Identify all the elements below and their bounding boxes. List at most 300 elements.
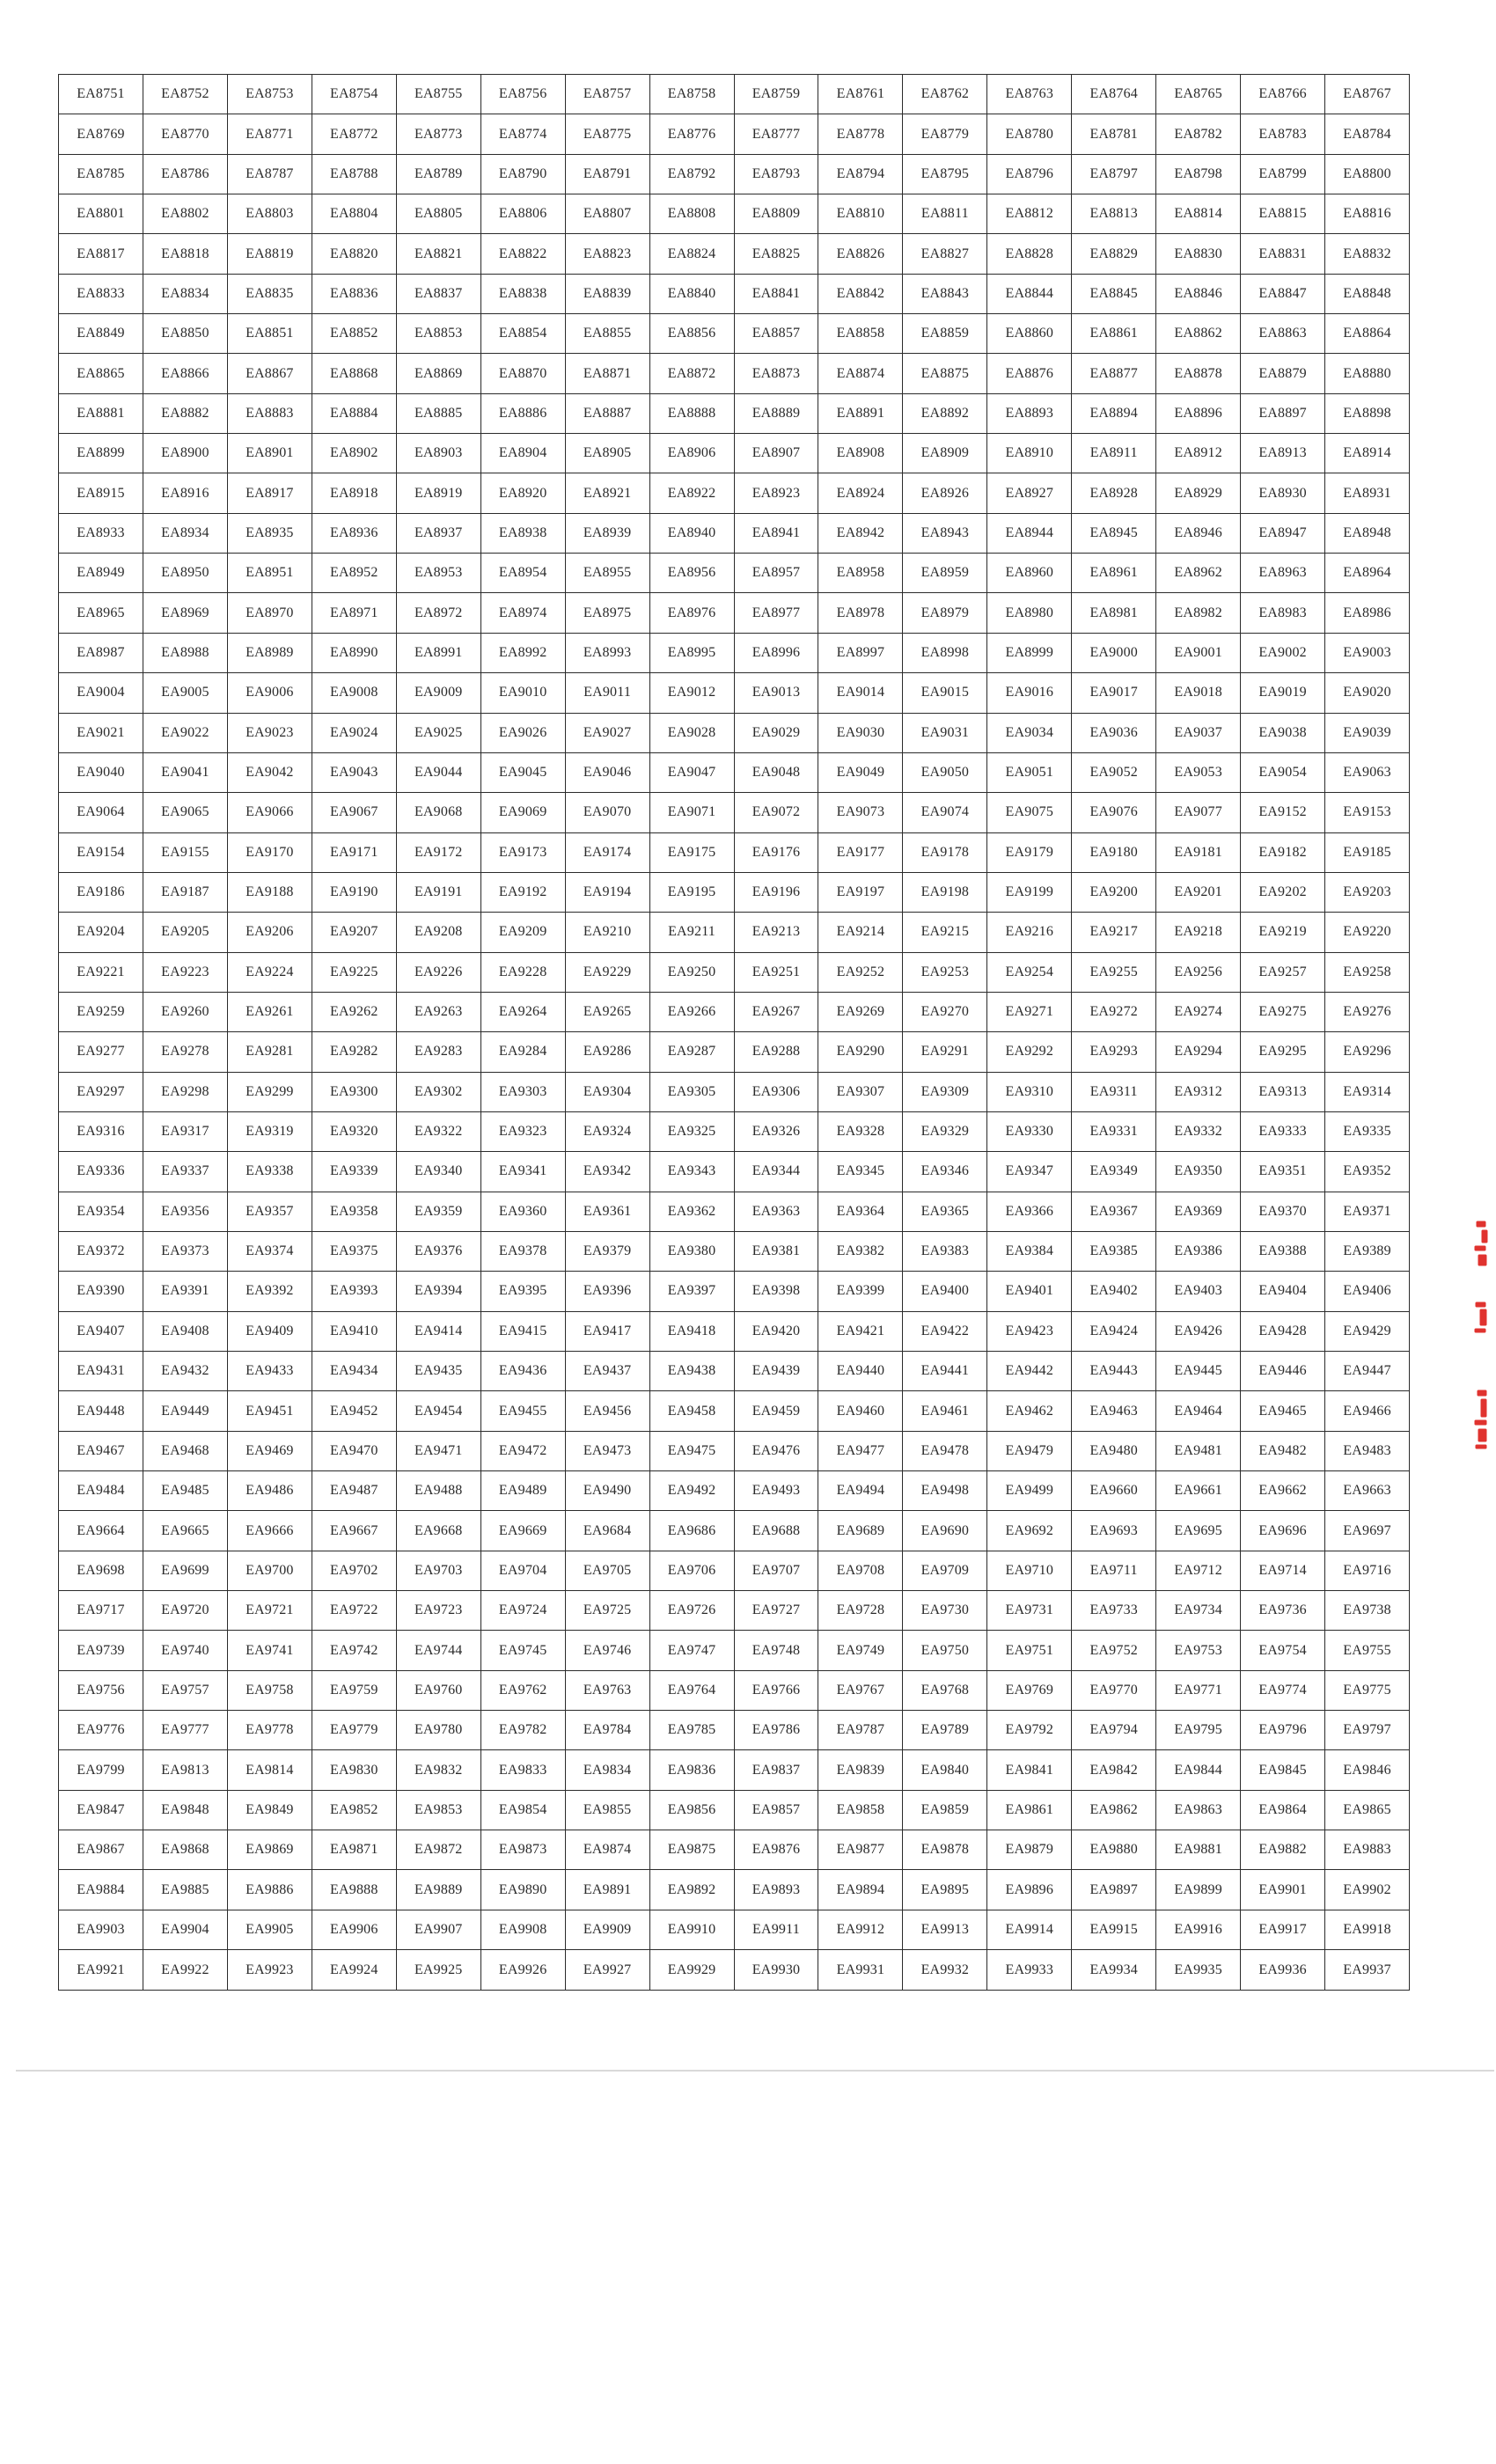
code-cell: EA9717 [59,1591,143,1631]
code-cell: EA8850 [143,314,227,354]
table-row [59,1511,1410,1551]
code-cell: EA8913 [1241,434,1325,473]
code-cell: EA8947 [1241,513,1325,553]
code-cell: EA8963 [1241,554,1325,593]
code-cell: EA8954 [480,554,565,593]
code-cell: EA8905 [565,434,649,473]
code-cell: EA9936 [1241,1950,1325,1991]
table-row [59,234,1410,274]
code-cell: EA9479 [987,1431,1072,1470]
table-row [59,1790,1410,1830]
code-cell: EA8908 [818,434,903,473]
code-cell: EA9250 [649,952,734,992]
code-cell: EA8866 [143,354,227,393]
code-cell: EA9438 [649,1352,734,1391]
code-cell: EA9322 [396,1111,480,1151]
code-cell: EA8765 [1156,75,1241,114]
code-cell: EA8809 [734,194,818,234]
code-cell: EA8930 [1241,473,1325,513]
code-cell: EA9153 [1325,793,1410,832]
table-row [59,673,1410,713]
code-cell: EA9876 [734,1830,818,1870]
code-cell: EA9198 [903,872,987,912]
code-cell: EA8971 [312,593,396,633]
code-cell: EA9305 [649,1072,734,1111]
code-cell: EA9725 [565,1591,649,1631]
code-cell: EA9006 [227,673,312,713]
code-cell: EA9306 [734,1072,818,1111]
code-cell: EA8938 [480,513,565,553]
code-cell: EA9734 [1156,1591,1241,1631]
code-cell: EA8931 [1325,473,1410,513]
code-cell: EA9071 [649,793,734,832]
code-cell: EA8981 [1072,593,1156,633]
code-cell: EA9700 [227,1551,312,1590]
code-cell: EA8945 [1072,513,1156,553]
code-cell: EA9667 [312,1511,396,1551]
code-cell: EA9311 [1072,1072,1156,1111]
code-cell: EA8818 [143,234,227,274]
code-cell: EA8989 [227,633,312,672]
code-cell: EA9897 [1072,1870,1156,1910]
code-cell: EA9856 [649,1790,734,1830]
code-cell: EA8879 [1241,354,1325,393]
code-cell: EA9884 [59,1870,143,1910]
code-cell: EA9751 [987,1631,1072,1670]
code-cell: EA9894 [818,1870,903,1910]
code-cell: EA9756 [59,1670,143,1710]
code-cell: EA8916 [143,473,227,513]
code-cell: EA9005 [143,673,227,713]
code-cell: EA9404 [1241,1272,1325,1311]
code-cell: EA9660 [1072,1471,1156,1511]
code-cell: EA9009 [396,673,480,713]
code-cell: EA8986 [1325,593,1410,633]
code-cell: EA8886 [480,393,565,433]
code-cell: EA9358 [312,1192,396,1231]
code-cell: EA9417 [565,1311,649,1351]
code-cell: EA9337 [143,1152,227,1192]
code-cell: EA9776 [59,1711,143,1750]
code-cell: EA9260 [143,992,227,1031]
code-cell: EA8902 [312,434,396,473]
code-cell: EA9275 [1241,992,1325,1031]
code-cell: EA9314 [1325,1072,1410,1111]
code-cell: EA9749 [818,1631,903,1670]
code-cell: EA9154 [59,832,143,872]
code-cell: EA9066 [227,793,312,832]
code-cell: EA9328 [818,1111,903,1151]
code-cell: EA9015 [903,673,987,713]
code-cell: EA9923 [227,1950,312,1991]
code-cell: EA8793 [734,154,818,194]
code-cell: EA9777 [143,1711,227,1750]
code-cell: EA9313 [1241,1072,1325,1111]
code-table [58,74,1410,1991]
code-cell: EA9443 [1072,1352,1156,1391]
code-cell: EA9008 [312,673,396,713]
code-cell: EA8836 [312,274,396,313]
code-cell: EA9754 [1241,1631,1325,1670]
code-cell: EA8757 [565,75,649,114]
code-cell: EA8754 [312,75,396,114]
code-cell: EA9744 [396,1631,480,1670]
code-cell: EA8753 [227,75,312,114]
code-cell: EA9270 [903,992,987,1031]
code-cell: EA8958 [818,554,903,593]
code-cell: EA8825 [734,234,818,274]
code-cell: EA9730 [903,1591,987,1631]
code-cell: EA9215 [903,913,987,952]
code-cell: EA9864 [1241,1790,1325,1830]
table-row [59,832,1410,872]
code-cell: EA9003 [1325,633,1410,672]
code-cell: EA8826 [818,234,903,274]
code-cell: EA8752 [143,75,227,114]
code-cell: EA9492 [649,1471,734,1511]
code-cell: EA8799 [1241,154,1325,194]
code-cell: EA9693 [1072,1511,1156,1551]
code-cell: EA9459 [734,1391,818,1431]
code-cell: EA9344 [734,1152,818,1192]
code-cell: EA9464 [1156,1391,1241,1431]
code-cell: EA9263 [396,992,480,1031]
code-cell: EA9053 [1156,752,1241,792]
code-cell: EA9872 [396,1830,480,1870]
table-row [59,1471,1410,1511]
code-cell: EA9927 [565,1950,649,1991]
code-cell: EA9284 [480,1032,565,1072]
code-cell: EA9049 [818,752,903,792]
code-cell: EA9880 [1072,1830,1156,1870]
code-cell: EA8887 [565,393,649,433]
code-cell: EA8776 [649,114,734,154]
code-cell: EA9705 [565,1551,649,1590]
code-cell: EA9269 [818,992,903,1031]
code-cell: EA9759 [312,1670,396,1710]
code-cell: EA9863 [1156,1790,1241,1830]
code-cell: EA9018 [1156,673,1241,713]
code-cell: EA9346 [903,1152,987,1192]
code-cell: EA9485 [143,1471,227,1511]
code-cell: EA9197 [818,872,903,912]
code-cell: EA9458 [649,1391,734,1431]
code-cell: EA9024 [312,713,396,752]
code-cell: EA8999 [987,633,1072,672]
code-cell: EA9016 [987,673,1072,713]
code-cell: EA9331 [1072,1111,1156,1151]
code-cell: EA9867 [59,1830,143,1870]
code-cell: EA9372 [59,1231,143,1271]
code-cell: EA9277 [59,1032,143,1072]
code-cell: EA8871 [565,354,649,393]
table-row [59,393,1410,433]
code-cell: EA9911 [734,1910,818,1949]
code-cell: EA9267 [734,992,818,1031]
code-cell: EA8946 [1156,513,1241,553]
code-cell: EA8830 [1156,234,1241,274]
code-cell: EA9398 [734,1272,818,1311]
code-cell: EA9484 [59,1471,143,1511]
code-cell: EA9028 [649,713,734,752]
code-cell: EA9207 [312,913,396,952]
code-cell: EA9065 [143,793,227,832]
code-cell: EA9220 [1325,913,1410,952]
code-cell: EA9755 [1325,1631,1410,1670]
code-cell: EA8861 [1072,314,1156,354]
code-cell: EA9471 [396,1431,480,1470]
code-cell: EA9868 [143,1830,227,1870]
code-cell: EA9195 [649,872,734,912]
code-cell: EA9723 [396,1591,480,1631]
code-cell: EA9778 [227,1711,312,1750]
code-cell: EA9259 [59,992,143,1031]
table-row [59,1711,1410,1750]
code-cell: EA9889 [396,1870,480,1910]
table-row [59,314,1410,354]
code-cell: EA9351 [1241,1152,1325,1192]
code-cell: EA9877 [818,1830,903,1870]
table-row [59,1192,1410,1231]
code-cell: EA9854 [480,1790,565,1830]
code-cell: EA9004 [59,673,143,713]
code-cell: EA9498 [903,1471,987,1511]
table-row [59,1231,1410,1271]
code-cell: EA9891 [565,1870,649,1910]
code-cell: EA9689 [818,1511,903,1551]
code-cell: EA8888 [649,393,734,433]
code-cell: EA9916 [1156,1910,1241,1949]
code-cell: EA8897 [1241,393,1325,433]
code-cell: EA8919 [396,473,480,513]
code-cell: EA9892 [649,1870,734,1910]
table-row [59,1750,1410,1790]
code-cell: EA9403 [1156,1272,1241,1311]
code-cell: EA9384 [987,1231,1072,1271]
code-cell: EA9733 [1072,1591,1156,1631]
code-cell: EA9074 [903,793,987,832]
table-row [59,354,1410,393]
code-cell: EA8962 [1156,554,1241,593]
table-row [59,1072,1410,1111]
code-cell: EA9316 [59,1111,143,1151]
code-cell: EA8772 [312,114,396,154]
code-cell: EA9200 [1072,872,1156,912]
code-cell: EA9216 [987,913,1072,952]
code-cell: EA9282 [312,1032,396,1072]
code-cell: EA9023 [227,713,312,752]
code-cell: EA9493 [734,1471,818,1511]
code-cell: EA9767 [818,1670,903,1710]
code-cell: EA9913 [903,1910,987,1949]
code-cell: EA8812 [987,194,1072,234]
code-cell: EA8974 [480,593,565,633]
code-cell: EA9709 [903,1551,987,1590]
code-cell: EA9774 [1241,1670,1325,1710]
code-cell: EA9665 [143,1511,227,1551]
code-cell: EA9881 [1156,1830,1241,1870]
code-cell: EA8952 [312,554,396,593]
code-cell: EA8844 [987,274,1072,313]
code-cell: EA8969 [143,593,227,633]
code-cell: EA8949 [59,554,143,593]
code-cell: EA8761 [818,75,903,114]
code-cell: EA8795 [903,154,987,194]
code-cell: EA8867 [227,354,312,393]
code-cell: EA9042 [227,752,312,792]
code-cell: EA8824 [649,234,734,274]
code-cell: EA9875 [649,1830,734,1870]
code-cell: EA9833 [480,1750,565,1790]
code-cell: EA9356 [143,1192,227,1231]
code-cell: EA9395 [480,1272,565,1311]
code-cell: EA9364 [818,1192,903,1231]
code-cell: EA9814 [227,1750,312,1790]
code-cell: EA8996 [734,633,818,672]
code-cell: EA9937 [1325,1950,1410,1991]
code-cell: EA9276 [1325,992,1410,1031]
code-cell: EA9447 [1325,1352,1410,1391]
code-cell: EA8862 [1156,314,1241,354]
code-cell: EA9014 [818,673,903,713]
code-cell: EA8823 [565,234,649,274]
code-cell: EA9721 [227,1591,312,1631]
code-cell: EA9361 [565,1192,649,1231]
code-cell: EA9255 [1072,952,1156,992]
code-cell: EA8995 [649,633,734,672]
code-cell: EA9044 [396,752,480,792]
code-cell: EA9486 [227,1471,312,1511]
code-cell: EA9278 [143,1032,227,1072]
code-cell: EA9448 [59,1391,143,1431]
code-cell: EA8983 [1241,593,1325,633]
code-cell: EA9449 [143,1391,227,1431]
code-cell: EA8997 [818,633,903,672]
code-cell: EA9914 [987,1910,1072,1949]
code-cell: EA9397 [649,1272,734,1311]
code-cell: EA9832 [396,1750,480,1790]
code-cell: EA9487 [312,1471,396,1511]
code-cell: EA9012 [649,673,734,713]
code-cell: EA9929 [649,1950,734,1991]
code-cell: EA9418 [649,1311,734,1351]
code-cell: EA9424 [1072,1311,1156,1351]
code-cell: EA9402 [1072,1272,1156,1311]
code-cell: EA8924 [818,473,903,513]
code-cell: EA8998 [903,633,987,672]
code-cell: EA9686 [649,1511,734,1551]
code-cell: EA9312 [1156,1072,1241,1111]
table-row [59,1152,1410,1192]
code-cell: EA9178 [903,832,987,872]
table-row [59,434,1410,473]
code-cell: EA8893 [987,393,1072,433]
code-cell: EA9857 [734,1790,818,1830]
code-cell: EA8797 [1072,154,1156,194]
code-cell: EA9813 [143,1750,227,1790]
code-cell: EA8910 [987,434,1072,473]
code-cell: EA9470 [312,1431,396,1470]
code-cell: EA9317 [143,1111,227,1151]
code-cell: EA9836 [649,1750,734,1790]
code-cell: EA9309 [903,1072,987,1111]
code-cell: EA8792 [649,154,734,194]
code-cell: EA8948 [1325,513,1410,553]
code-cell: EA9020 [1325,673,1410,713]
code-cell: EA8977 [734,593,818,633]
code-cell: EA9206 [227,913,312,952]
table-row [59,114,1410,154]
code-cell: EA9295 [1241,1032,1325,1072]
code-cell: EA9022 [143,713,227,752]
code-cell: EA9886 [227,1870,312,1910]
code-cell: EA9051 [987,752,1072,792]
code-cell: EA8827 [903,234,987,274]
code-cell: EA8763 [987,75,1072,114]
code-cell: EA9935 [1156,1950,1241,1991]
code-cell: EA8993 [565,633,649,672]
code-cell: EA9921 [59,1950,143,1991]
code-cell: EA9714 [1241,1551,1325,1590]
code-cell: EA9924 [312,1950,396,1991]
code-cell: EA9188 [227,872,312,912]
code-cell: EA9175 [649,832,734,872]
code-cell: EA9440 [818,1352,903,1391]
code-cell: EA9698 [59,1551,143,1590]
code-cell: EA9369 [1156,1192,1241,1231]
code-cell: EA9740 [143,1631,227,1670]
code-cell: EA9840 [903,1750,987,1790]
code-cell: EA8961 [1072,554,1156,593]
code-cell: EA8843 [903,274,987,313]
code-cell: EA9025 [396,713,480,752]
code-cell: EA9442 [987,1352,1072,1391]
code-cell: EA9782 [480,1711,565,1750]
code-cell: EA8941 [734,513,818,553]
code-cell: EA9910 [649,1910,734,1949]
code-cell: EA9343 [649,1152,734,1192]
code-cell: EA9750 [903,1631,987,1670]
code-cell: EA9422 [903,1311,987,1351]
code-cell: EA9904 [143,1910,227,1949]
code-cell: EA9469 [227,1431,312,1470]
code-cell: EA8755 [396,75,480,114]
code-cell: EA8960 [987,554,1072,593]
code-cell: EA9339 [312,1152,396,1192]
code-cell: EA9214 [818,913,903,952]
code-cell: EA8833 [59,274,143,313]
code-cell: EA9787 [818,1711,903,1750]
code-cell: EA9264 [480,992,565,1031]
code-cell: EA9340 [396,1152,480,1192]
code-cell: EA9771 [1156,1670,1241,1710]
code-cell: EA8896 [1156,393,1241,433]
code-cell: EA8922 [649,473,734,513]
code-cell: EA8858 [818,314,903,354]
code-cell: EA9441 [903,1352,987,1391]
code-cell: EA9076 [1072,793,1156,832]
code-cell: EA8990 [312,633,396,672]
code-cell: EA9893 [734,1870,818,1910]
code-cell: EA9390 [59,1272,143,1311]
code-cell: EA9922 [143,1950,227,1991]
code-cell: EA9187 [143,872,227,912]
code-cell: EA8943 [903,513,987,553]
code-cell: EA8921 [565,473,649,513]
code-cell: EA8794 [818,154,903,194]
code-cell: EA9293 [1072,1032,1156,1072]
code-cell: EA9406 [1325,1272,1410,1311]
